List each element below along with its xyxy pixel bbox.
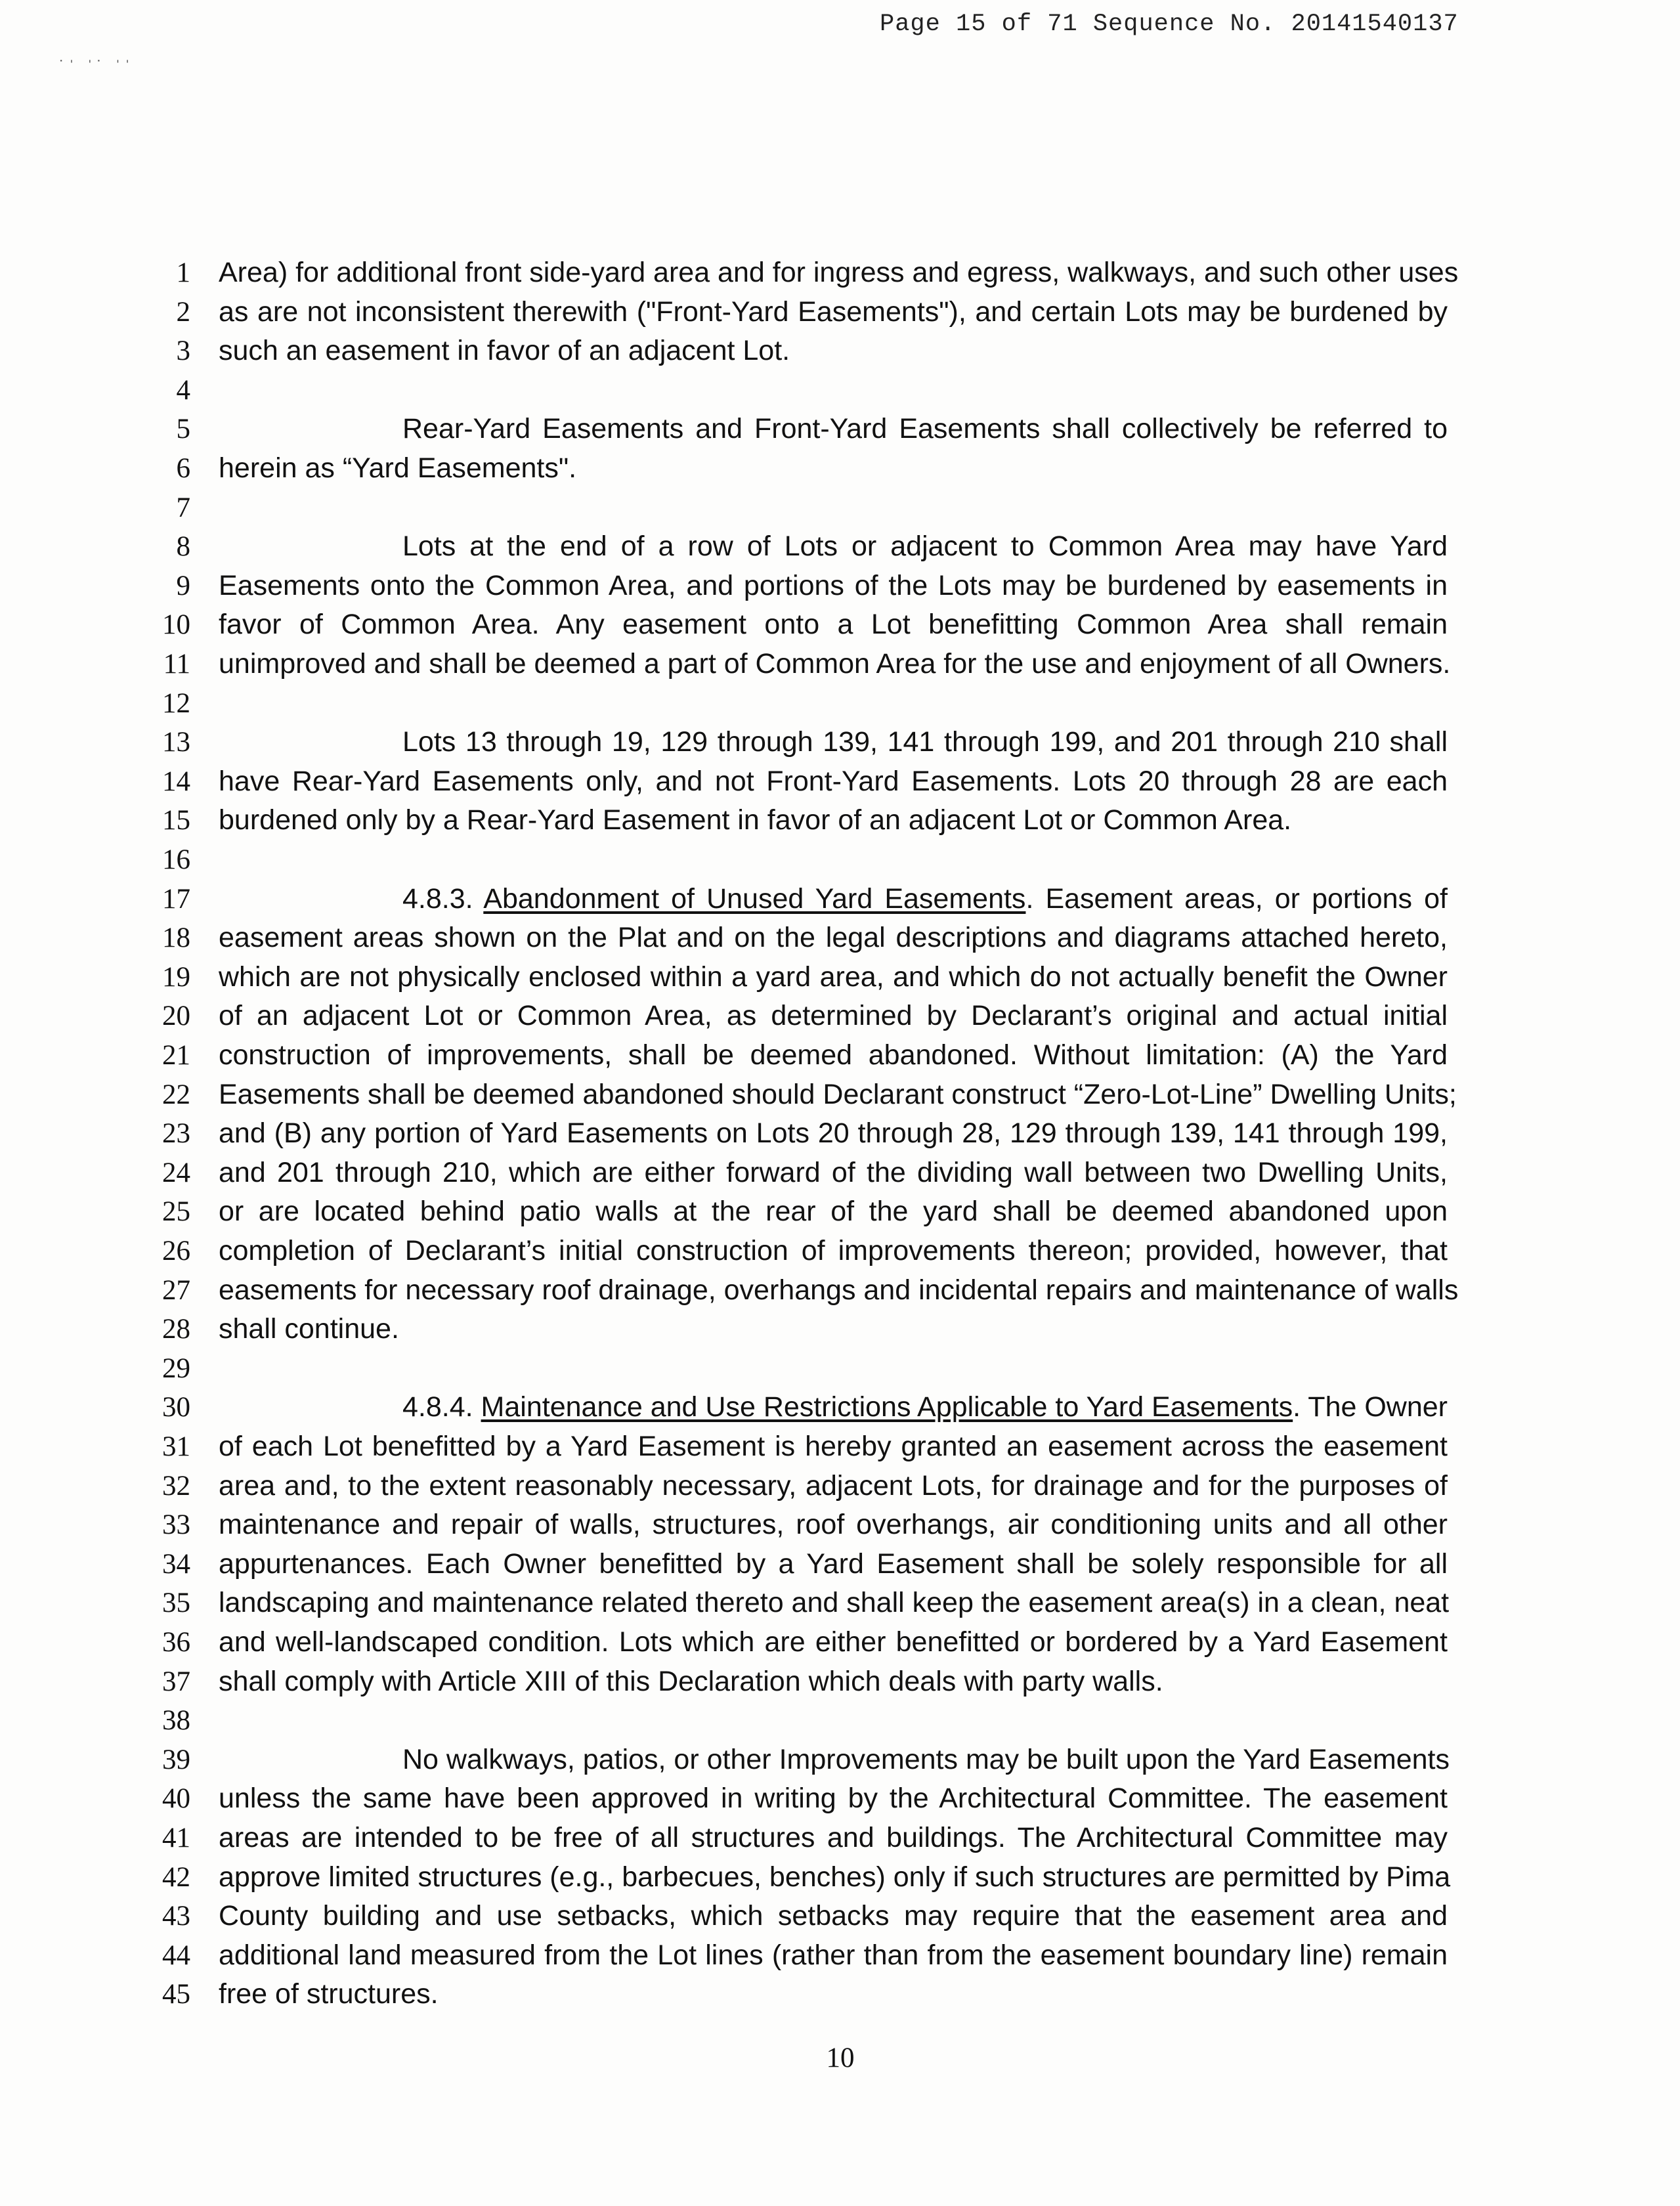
text-segment: and 201 through 210, which are either forward of the dividing wall between two Dwelling Units,	[219, 1157, 1448, 1188]
text-segment: favor of Common Area. Any easement onto a Lot benefitting Common Area shall remain	[219, 609, 1448, 640]
text-line	[402, 1388, 1448, 1427]
text-segment: Rear-Yard Easements and Front-Yard Easements shall collectively be referred to	[402, 413, 1448, 444]
line-number: 1	[176, 257, 190, 288]
text-line	[219, 762, 1448, 801]
section-heading: Abandonment of Unused Yard Easements	[483, 883, 1026, 915]
text-line	[219, 1154, 1448, 1192]
text-line	[219, 1897, 1448, 1936]
text-line	[219, 919, 1448, 957]
text-line	[219, 1427, 1448, 1466]
line-number: 6	[176, 453, 190, 484]
line-number: 12	[162, 688, 190, 719]
line-number: 13	[162, 727, 190, 758]
text-line	[219, 449, 1448, 488]
line-number: 23	[162, 1118, 190, 1149]
line-number: 44	[162, 1940, 190, 1971]
text-segment: unless the same have been approved in writing by the Architectural Committee. The easement	[219, 1783, 1448, 1814]
text-segment: 4.8.3.	[402, 883, 484, 915]
line-number: 40	[162, 1783, 190, 1814]
text-segment: as are not inconsistent therewith ("Front-Yard Easements"), and certain Lots may be burdened by	[219, 296, 1448, 328]
line-number: 14	[162, 766, 190, 797]
section-heading: Maintenance and Use Restrictions Applicable to Yard Easements	[481, 1391, 1293, 1423]
text-segment: and well-landscaped condition. Lots which are either benefitted or bordered by a Yard Easement	[219, 1626, 1448, 1658]
text-line	[219, 1036, 1448, 1075]
text-segment: . Easement areas, or portions of	[1025, 883, 1448, 915]
text-line	[219, 645, 1451, 683]
text-line	[219, 1271, 1459, 1310]
text-segment: herein as “Yard Easements".	[219, 452, 577, 484]
line-number: 26	[162, 1236, 190, 1266]
line-number: 36	[162, 1627, 190, 1658]
page-header: Page 15 of 71 Sequence No. 20141540137	[880, 11, 1459, 38]
text-segment: have Rear-Yard Easements only, and not Front-Yard Easements. Lots 20 through 28 are each	[219, 766, 1448, 797]
line-number: 25	[162, 1196, 190, 1227]
text-segment: of each Lot benefitted by a Yard Easement is hereby granted an easement across the easement	[219, 1431, 1448, 1462]
line-number: 31	[162, 1431, 190, 1462]
text-line	[219, 1505, 1448, 1544]
scan-speck-marks: ˙ˈ ˈ˙ ˈˈ	[59, 56, 135, 76]
text-segment: Easements onto the Common Area, and portions of the Lots may be burdened by easements in	[219, 570, 1448, 601]
text-line	[219, 605, 1448, 644]
line-number: 39	[162, 1744, 190, 1775]
text-line	[219, 1545, 1448, 1584]
text-segment: County building and use setbacks, which setbacks may require that the easement area and	[219, 1900, 1448, 1932]
text-segment: free of structures.	[219, 1978, 439, 2010]
text-line	[219, 801, 1448, 840]
text-segment: areas are intended to be free of all structures and buildings. The Architectural Committee may	[219, 1822, 1448, 1853]
text-segment: unimproved and shall be deemed a part of Common Area for the use and enjoyment of all Owners.	[219, 648, 1451, 680]
text-segment: landscaping and maintenance related thereto and shall keep the easement area(s) in a clean, neat	[219, 1587, 1450, 1618]
text-line	[219, 567, 1448, 605]
line-number: 38	[162, 1705, 190, 1736]
text-line	[402, 1741, 1448, 1779]
text-segment: which are not physically enclosed within a yard area, and which do not actually benefit the Owner	[219, 961, 1448, 993]
text-line	[219, 1858, 1451, 1897]
text-line	[219, 1232, 1448, 1270]
line-number: 30	[162, 1392, 190, 1423]
line-number: 28	[162, 1314, 190, 1345]
text-segment: Easements shall be deemed abandoned should Declarant construct “Zero-Lot-Line” Dwelling Units;	[219, 1079, 1457, 1110]
text-segment: and (B) any portion of Yard Easements on Lots 20 through 28, 129 through 139, 141 through 199,	[219, 1117, 1448, 1149]
text-segment: completion of Declarant’s initial construction of improvements thereon; provided, however, that	[219, 1235, 1448, 1266]
text-segment: approve limited structures (e.g., barbecues, benches) only if such structures are permitted by Pima	[219, 1861, 1451, 1893]
text-line	[219, 1662, 1448, 1701]
line-number: 32	[162, 1471, 190, 1502]
line-number: 3	[176, 335, 190, 366]
line-number: 34	[162, 1549, 190, 1580]
text-line	[402, 527, 1448, 566]
text-line	[402, 880, 1448, 919]
text-segment: shall comply with Article XIII of this Declaration which deals with party walls.	[219, 1666, 1163, 1697]
text-line	[219, 1779, 1448, 1818]
text-segment: of an adjacent Lot or Common Area, as determined by Declarant’s original and actual initial	[219, 1000, 1448, 1031]
line-number: 24	[162, 1157, 190, 1188]
line-number: 22	[162, 1079, 190, 1110]
text-line	[219, 1075, 1457, 1114]
text-line	[219, 1975, 1448, 2014]
line-number: 4	[176, 375, 190, 406]
line-number: 15	[162, 805, 190, 836]
line-number: 35	[162, 1588, 190, 1618]
text-line	[219, 1192, 1448, 1231]
line-number: 18	[162, 922, 190, 953]
line-number: 5	[176, 414, 190, 444]
text-segment: maintenance and repair of walls, structures, roof overhangs, air conditioning units and all other	[219, 1509, 1448, 1540]
text-segment: additional land measured from the Lot lines (rather than from the easement boundary line) remain	[219, 1939, 1448, 1971]
text-segment: area and, to the extent reasonably necessary, adjacent Lots, for drainage and for the purposes of	[219, 1470, 1448, 1502]
line-number: 2	[176, 297, 190, 328]
text-line	[402, 723, 1448, 762]
text-line	[219, 253, 1459, 292]
line-number: 45	[162, 1979, 190, 2010]
text-segment: easement areas shown on the Plat and on the legal descriptions and diagrams attached hereto,	[219, 922, 1448, 953]
text-segment: appurtenances. Each Owner benefitted by a Yard Easement shall be solely responsible for all	[219, 1548, 1448, 1580]
page-number: 10	[826, 2043, 855, 2073]
line-number: 43	[162, 1901, 190, 1932]
text-segment: such an easement in favor of an adjacent Lot.	[219, 335, 790, 366]
line-number: 42	[162, 1862, 190, 1893]
text-segment: burdened only by a Rear-Yard Easement in favor of an adjacent Lot or Common Area.	[219, 804, 1292, 836]
line-number: 19	[162, 962, 190, 993]
line-number: 21	[162, 1040, 190, 1071]
text-segment: or are located behind patio walls at the rear of the yard shall be deemed abandoned upon	[219, 1196, 1448, 1227]
line-number: 9	[176, 571, 190, 601]
text-segment: shall continue.	[219, 1313, 399, 1345]
text-segment: construction of improvements, shall be deemed abandoned. Without limitation: (A) the Yard	[219, 1039, 1448, 1071]
text-segment: No walkways, patios, or other Improvements may be built upon the Yard Easements	[402, 1744, 1450, 1775]
text-segment: 4.8.4.	[402, 1391, 481, 1423]
text-segment: Lots 13 through 19, 129 through 139, 141 through 199, and 201 through 210 shall	[402, 726, 1448, 758]
text-line	[402, 410, 1448, 448]
text-line	[219, 1584, 1448, 1622]
line-number: 7	[176, 492, 190, 523]
line-number: 11	[163, 649, 190, 680]
line-number: 29	[162, 1353, 190, 1384]
line-number: 37	[162, 1666, 190, 1697]
line-number: 16	[162, 844, 190, 875]
text-line	[219, 1623, 1448, 1662]
text-line	[219, 1114, 1448, 1153]
text-segment: easements for necessary roof drainage, overhangs and incidental repairs and maintenance of walls	[219, 1274, 1459, 1306]
text-line	[219, 293, 1448, 332]
line-number: 10	[162, 609, 190, 640]
line-number: 33	[162, 1509, 190, 1540]
text-segment: . The Owner	[1293, 1391, 1448, 1423]
text-line	[219, 997, 1448, 1035]
text-segment: Lots at the end of a row of Lots or adjacent to Common Area may have Yard	[402, 530, 1448, 562]
line-number: 27	[162, 1275, 190, 1306]
line-number: 41	[162, 1823, 190, 1853]
text-line	[219, 1467, 1448, 1505]
text-line	[219, 1819, 1448, 1857]
text-line	[219, 958, 1448, 997]
text-line	[219, 1936, 1448, 1975]
line-number: 8	[176, 531, 190, 562]
text-line	[219, 1310, 1448, 1349]
text-segment: Area) for additional front side-yard area and for ingress and egress, walkways, and such other uses	[219, 257, 1459, 288]
line-number: 20	[162, 1001, 190, 1031]
text-line	[219, 332, 1448, 370]
line-number: 17	[162, 884, 190, 915]
